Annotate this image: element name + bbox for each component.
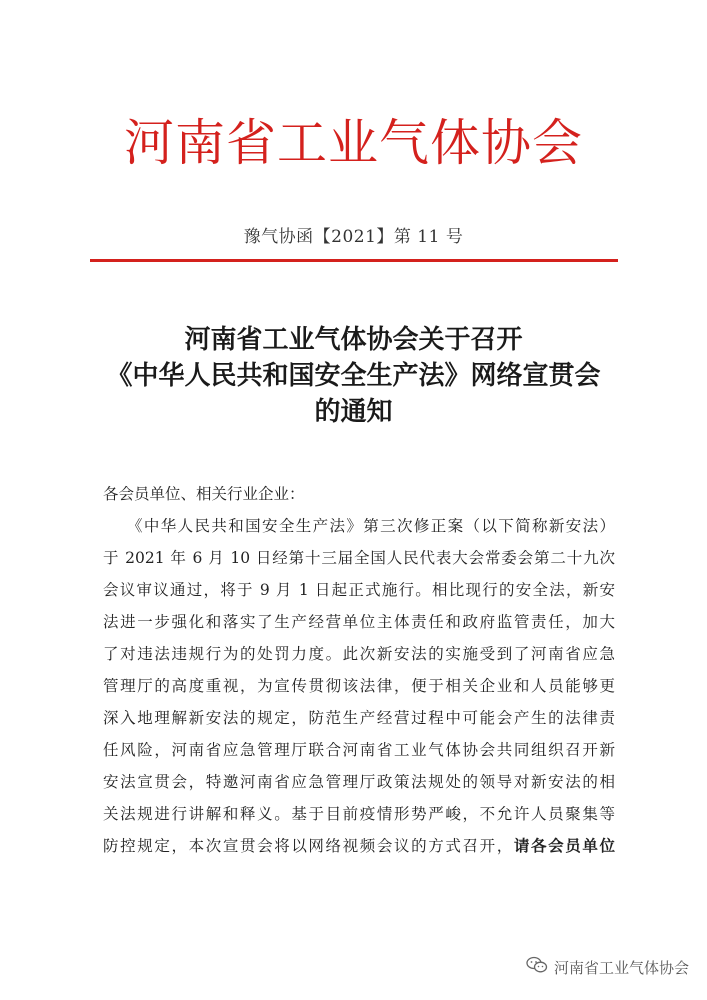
red-divider	[90, 259, 618, 262]
paragraph-line: 管理厅的高度重视，为宣传贯彻该法律，便于相关企业和人员能够更	[103, 677, 615, 695]
title-line-3: 的通知	[314, 397, 393, 427]
paragraph-line: 了对违法违规行为的处罚力度。此次新安法的实施受到了河南省应急	[103, 645, 615, 663]
notice-body	[103, 478, 615, 862]
paragraph-line: 会议审议通过，将于 9 月 1 日起正式施行。相比现行的安全法，新安	[103, 581, 615, 599]
paragraph-line: 《中华人民共和国安全生产法》第三次修正案（以下简称新安法）	[127, 517, 615, 535]
paragraph-line: 法进一步强化和落实了生产经营单位主体责任和政府监管责任，加大	[103, 613, 615, 631]
last-line-text: 防控规定，本次宣贯会将以网络视频会议的方式召开，	[103, 837, 514, 855]
watermark-text: 河南省工业气体协会	[553, 958, 689, 977]
letterhead-title: 河南省工业气体协会	[124, 114, 583, 172]
paragraph-last-line	[103, 830, 615, 862]
salutation: 各会员单位、相关行业企业：	[103, 485, 305, 503]
paragraph-line: 安法宣贯会，特邀河南省应急管理厅政策法规处的领导对新安法的相	[103, 773, 615, 791]
document-number: 豫气协函【2021】第 11 号	[243, 227, 464, 247]
last-line-bold-text: 请各会员单位	[513, 836, 615, 855]
title-line-1: 河南省工业气体协会关于召开	[184, 325, 523, 355]
title-line-2: 《中华人民共和国安全生产法》网络宣贯会	[106, 361, 601, 391]
paragraph-line: 关法规进行讲解和释义。基于目前疫情形势严峻，不允许人员聚集等	[103, 805, 615, 823]
wechat-watermark	[526, 956, 689, 978]
notice-title	[0, 322, 707, 430]
paragraph-line: 任风险，河南省应急管理厅联合河南省工业气体协会共同组织召开新	[103, 741, 615, 759]
paragraph-line: 于 2021 年 6 月 10 日经第十三届全国人民代表大会常委会第二十九次	[103, 549, 615, 567]
wechat-icon	[526, 956, 548, 978]
paragraph-line: 深入地理解新安法的规定，防范生产经营过程中可能会产生的法律责	[103, 709, 615, 727]
